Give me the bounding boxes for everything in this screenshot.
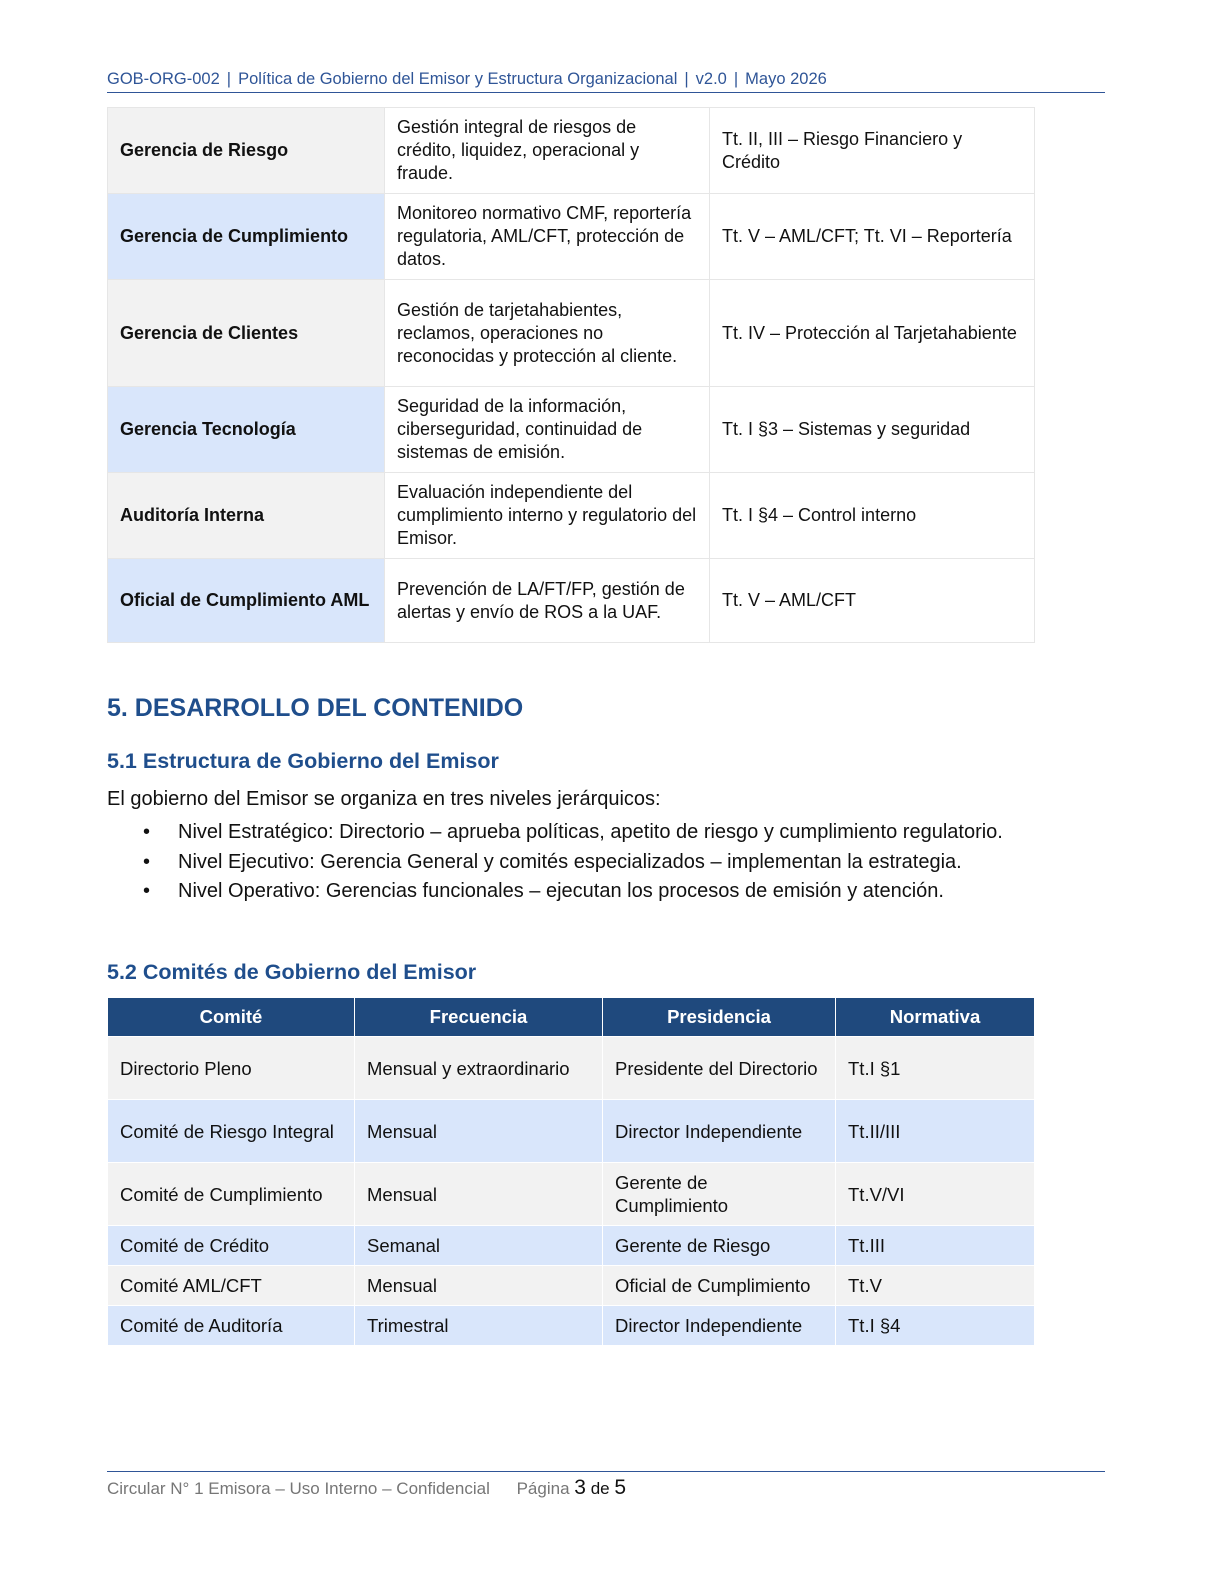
bullet-icon: • xyxy=(143,850,151,873)
doc-code: GOB-ORG-002 xyxy=(107,70,220,88)
levels-list xyxy=(107,818,1003,907)
role-area: Gerencia de Riesgo xyxy=(108,108,385,194)
table-cell: Presidente del Directorio xyxy=(603,1037,836,1100)
role-function: Gestión de tarjetahabientes, reclamos, operaciones no reconocidas y protección al cliente. xyxy=(385,280,710,387)
roles-table xyxy=(107,107,1035,643)
table-row xyxy=(108,1306,1035,1346)
table-row xyxy=(108,1266,1035,1306)
committees-table xyxy=(107,997,1035,1346)
role-norm: Tt. IV – Protección al Tarjetahabiente xyxy=(710,280,1035,387)
table-cell: Oficial de Cumplimiento xyxy=(603,1266,836,1306)
role-norm: Tt. II, III – Riesgo Financiero y Crédito xyxy=(710,108,1035,194)
table-cell: Mensual xyxy=(355,1100,603,1163)
doc-version: v2.0 xyxy=(695,70,727,88)
role-area: Gerencia de Clientes xyxy=(108,280,385,387)
page-total: 5 xyxy=(614,1476,627,1499)
bullet-icon: • xyxy=(143,821,151,843)
table-cell: Tt.V/VI xyxy=(836,1163,1035,1226)
subsection-title-governance: 5.1 Estructura de Gobierno del Emisor xyxy=(107,749,499,773)
table-cell: Comité de Cumplimiento xyxy=(108,1163,355,1226)
page-of-label: de xyxy=(590,1479,610,1498)
table-row xyxy=(108,194,1035,280)
role-norm: Tt. V – AML/CFT; Tt. VI – Reportería xyxy=(710,194,1035,280)
bullet-icon: • xyxy=(143,880,151,902)
table-cell: Trimestral xyxy=(355,1306,603,1346)
list-item: • Nivel Estratégico: Directorio – aprueba políticas, apetito de riesgo y cumplimiento regulatorio. xyxy=(107,818,1003,848)
role-norm: Tt. V – AML/CFT xyxy=(710,559,1035,643)
column-header: Presidencia xyxy=(603,998,836,1037)
role-norm: Tt. I §4 – Control interno xyxy=(710,473,1035,559)
column-header: Frecuencia xyxy=(355,998,603,1037)
table-cell: Mensual xyxy=(355,1266,603,1306)
role-area: Auditoría Interna xyxy=(108,473,385,559)
table-cell: Mensual xyxy=(355,1163,603,1226)
table-row xyxy=(108,559,1035,643)
table-cell: Tt.V xyxy=(836,1266,1035,1306)
table-row xyxy=(108,473,1035,559)
table-cell: Semanal xyxy=(355,1226,603,1266)
table-cell: Directorio Pleno xyxy=(108,1037,355,1100)
role-function: Evaluación independiente del cumplimiento interno y regulatorio del Emisor. xyxy=(385,473,710,559)
page-label: Página xyxy=(516,1479,570,1498)
page-number: 3 xyxy=(574,1476,586,1499)
table-cell: Director Independiente xyxy=(603,1100,836,1163)
table-cell: Comité AML/CFT xyxy=(108,1266,355,1306)
column-header: Normativa xyxy=(836,998,1035,1037)
table-cell: Director Independiente xyxy=(603,1306,836,1346)
table-cell: Comité de Riesgo Integral xyxy=(108,1100,355,1163)
table-row xyxy=(108,1226,1035,1266)
table-cell: Tt.II/III xyxy=(836,1100,1035,1163)
column-header: Comité xyxy=(108,998,355,1037)
doc-date: Mayo 2026 xyxy=(745,70,827,88)
role-area: Gerencia Tecnología xyxy=(108,387,385,473)
footer-text: Circular N° 1 Emisora – Uso Interno – Confidencial xyxy=(107,1479,490,1498)
table-cell: Gerente de Cumplimiento xyxy=(603,1163,836,1226)
list-item: • Nivel Ejecutivo: Gerencia General y comités especializados – implementan la estrategia. xyxy=(107,848,1003,878)
table-row xyxy=(108,280,1035,387)
table-cell: Gerente de Riesgo xyxy=(603,1226,836,1266)
table-row xyxy=(108,1100,1035,1163)
table-row xyxy=(108,108,1035,194)
role-area: Gerencia de Cumplimiento xyxy=(108,194,385,280)
table-row xyxy=(108,387,1035,473)
table-cell: Tt.I §1 xyxy=(836,1037,1035,1100)
role-function: Seguridad de la información, ciberseguridad, continuidad de sistemas de emisión. xyxy=(385,387,710,473)
table-header-row xyxy=(108,998,1035,1037)
table-cell: Mensual y extraordinario xyxy=(355,1037,603,1100)
table-row xyxy=(108,1163,1035,1226)
list-item: • Nivel Operativo: Gerencias funcionales – ejecutan los procesos de emisión y atención. xyxy=(107,877,1003,907)
intro-paragraph: El gobierno del Emisor se organiza en tres niveles jerárquicos: xyxy=(107,788,661,810)
role-function: Monitoreo normativo CMF, reportería regulatoria, AML/CFT, protección de datos. xyxy=(385,194,710,280)
role-function: Prevención de LA/FT/FP, gestión de alertas y envío de ROS a la UAF. xyxy=(385,559,710,643)
page-header: GOB-ORG-002 | Política de Gobierno del Emisor y Estructura Organizacional | v2.0 | Mayo 2026 xyxy=(107,70,1105,93)
table-cell: Tt.I §4 xyxy=(836,1306,1035,1346)
role-norm: Tt. I §3 – Sistemas y seguridad xyxy=(710,387,1035,473)
table-cell: Tt.III xyxy=(836,1226,1035,1266)
role-area: Oficial de Cumplimiento AML xyxy=(108,559,385,643)
table-cell: Comité de Auditoría xyxy=(108,1306,355,1346)
section-title: 5. DESARROLLO DEL CONTENIDO xyxy=(107,694,524,722)
table-row xyxy=(108,1037,1035,1100)
subsection-title-committees: 5.2 Comités de Gobierno del Emisor xyxy=(107,960,477,984)
page-footer xyxy=(107,1471,1105,1500)
role-function: Gestión integral de riesgos de crédito, liquidez, operacional y fraude. xyxy=(385,108,710,194)
table-cell: Comité de Crédito xyxy=(108,1226,355,1266)
doc-title: Política de Gobierno del Emisor y Estructura Organizacional xyxy=(238,70,678,88)
